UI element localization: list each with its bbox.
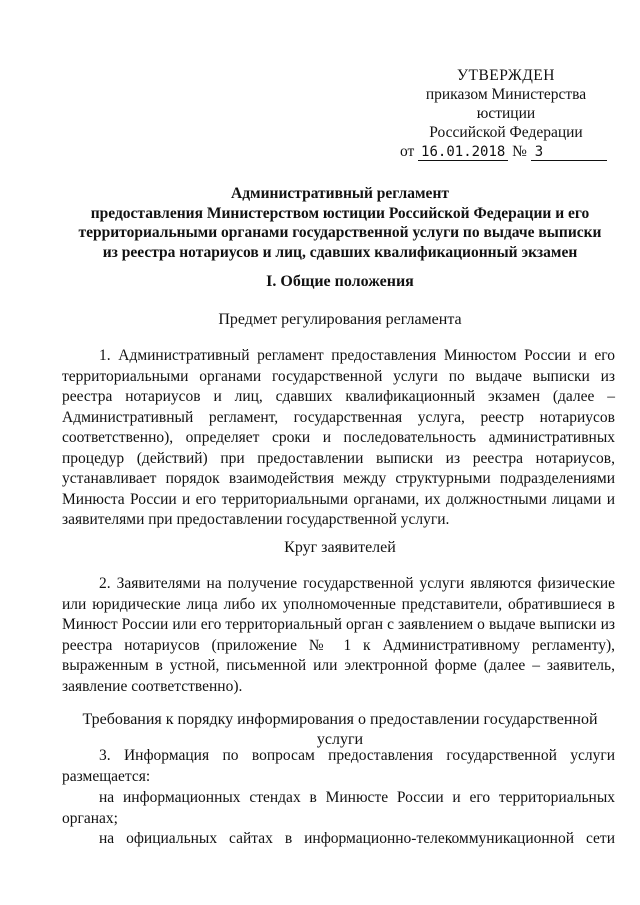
order-number: 3 [531,144,607,161]
subsection-heading-subject: Предмет регулирования регламента [218,311,462,328]
paragraph-3b: на официальных сайтах в информационно-телекоммуникационной сети [99,830,615,847]
approval-date-line [396,142,616,161]
paragraph-3a: на информационных стендах в Минюсте России и его территориальных органах; [62,789,615,827]
approval-block [396,66,616,161]
paragraph-3: 3. Информация по вопросам предоставления государственной услуги размещается: [62,747,615,785]
title-line-1: Административный регламент [231,185,449,202]
section-heading-general: I. Общие положения [266,273,414,290]
subsection-heading-informing: Требования к порядку информирования о предоставлении государственной услуги [82,711,598,748]
title-line-4: из реестра нотариусов и лиц, сдавших квалификационный экзамен [102,243,578,261]
document-title [60,184,620,262]
title-line-3: территориальными органами государственной услуги по выдаче выписки [78,224,602,241]
order-date: 16.01.2018 [418,144,508,161]
title-line-2: предоставления Министерством юстиции Российской Федерации и его [90,204,590,222]
number-prefix: № [512,143,527,160]
paragraph-2: 2. Заявителями на получение государственной услуги являются физические или юридические лица либо их уполномоченные представители, обратившиеся в Минюст России или его территориальный орган с заявлением о выдаче выписки из реестра нотариусов (приложение № 1 к Административному регламенту), выраженным в устной, письменной или электронной форме (далее – заявитель, заявление соответственно). [62,575,615,695]
subsection-heading-applicants: Круг заявителей [284,539,396,556]
approval-line-2: Российской Федерации [429,124,583,141]
date-prefix: от [400,143,415,160]
paragraph-1: 1. Административный регламент предоставления Минюстом России и его территориальными органами государственной услуги по выдаче выписки из реестра нотариусов и лиц, сдавших квалификационный экзамен (далее – Административный регламент, государственная услуга, реестр нотариусов соответственно), определяет сроки и последовательность административных процедур (действий) при предоставлении выписки из реестра нотариусов, устанавливает порядок взаимодействия между структурными подразделениями Минюста России и его территориальными органами, их должностными лицами и заявителями при предоставлении государственной услуги. [62,347,615,528]
approval-line-1: приказом Министерства юстиции [425,86,587,122]
approval-heading: УТВЕРЖДЕН [457,67,555,84]
